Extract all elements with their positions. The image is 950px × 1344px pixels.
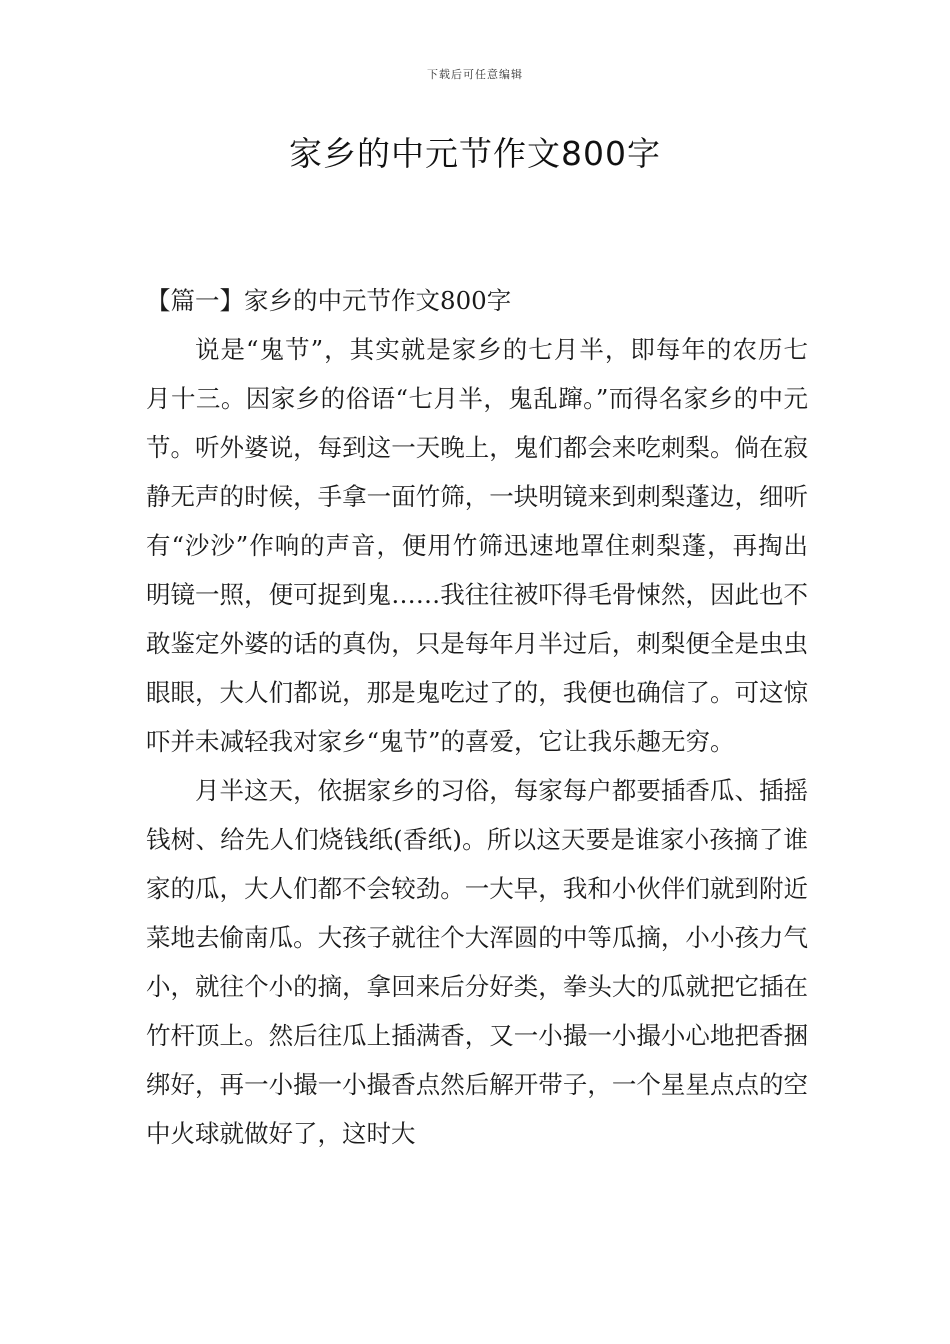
page-header-note: 下载后可任意编辑 — [427, 68, 523, 81]
document-body — [146, 276, 808, 1158]
document-title: 家乡的中元节作文800字 — [289, 134, 661, 173]
paragraph-1: 说是“鬼节”，其实就是家乡的七月半，即每年的农历七月十三。因家乡的俗语“七月半，鬼乱蹿。”而得名家乡的中元节。听外婆说，每到这一天晚上，鬼们都会来吃刺梨。倘在寂静无声的时候，手拿一面竹筛，一块明镜来到刺梨蓬边，细听有“沙沙”作响的声音，便用竹筛迅速地罩住刺梨蓬，再掏出明镜一照，便可捉到鬼……我往往被吓得毛骨悚然，因此也不敢鉴定外婆的话的真伪，只是每年月半过后，刺梨便全是虫虫眼眼，大人们都说，那是鬼吃过了的，我便也确信了。可这惊吓并未减轻我对家乡“鬼节”的喜爱，它让我乐趣无穷。 — [146, 335, 808, 756]
section-heading: 【篇一】家乡的中元节作文800字 — [146, 286, 512, 315]
paragraph-2: 月半这天，依据家乡的习俗，每家每户都要插香瓜、插摇钱树、给先人们烧钱纸(香纸)。所以这天要是谁家小孩摘了谁家的瓜，大人们都不会较劲。一大早，我和小伙伴们就到附近菜地去偷南瓜。大孩子就往个大浑圆的中等瓜摘，小小孩力气小，就往个小的摘，拿回来后分好类，拳头大的瓜就把它插在竹杆顶上。然后往瓜上插满香，又一小撮一小撮小心地把香捆绑好，再一小撮一小撮香点然后解开带子，一个星星点点的空中火球就做好了，这时大 — [146, 776, 808, 1148]
